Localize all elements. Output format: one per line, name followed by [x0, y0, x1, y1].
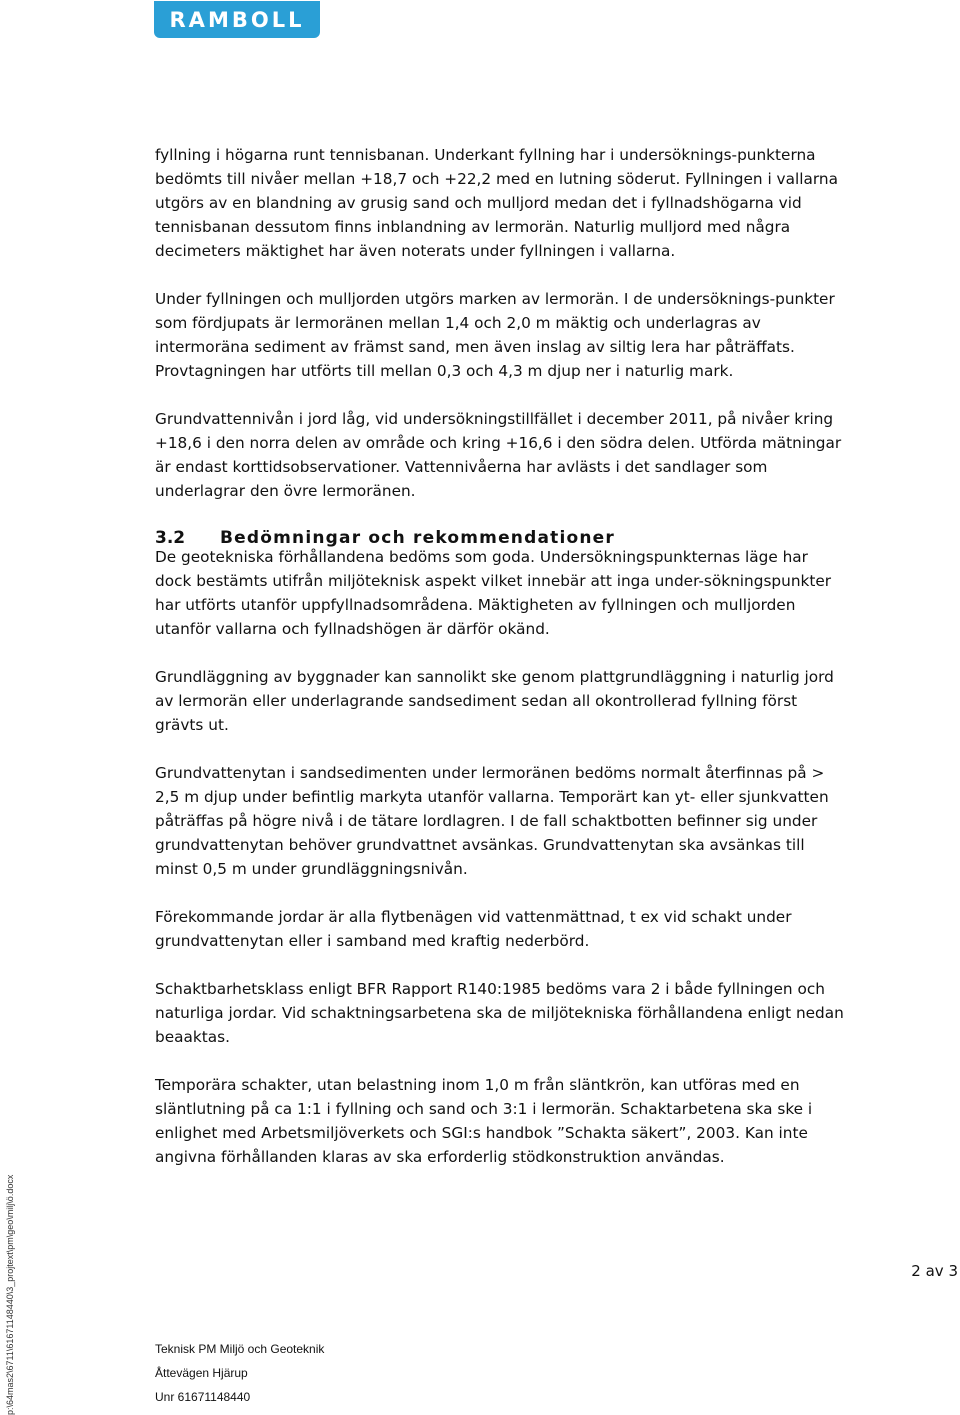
section-title: Bedömningar och rekommendationer [220, 528, 615, 548]
footer-location: Åttevägen Hjärup [155, 1366, 248, 1380]
paragraph-schaktbarhet: Schaktbarhetsklass enligt BFR Rapport R140:1985 bedöms vara 2 i både fyllningen och naturliga jordar. Vid schaktningsarbetena ska de miljötekniska förhållandena enligt nedan beaaktas. [155, 980, 844, 1046]
paragraph-grundvattenniva: Grundvattennivån i jord låg, vid undersökningstillfället i december 2011, på nivåer kring +18,6 i den norra delen av område och kring +16,6 i den södra delen. Utförda mätningar är endast korttidsobservationer. Vattennivåerna har avlästs i det sandlager som underlagrar den övre lermoränen. [155, 410, 842, 500]
document-body [155, 143, 845, 1169]
paragraph-flytbenagen: Förekommande jordar är alla flytbenägen vid vattenmättnad, t ex vid schakt under grundvattenytan eller i samband med kraftig nederbörd. [155, 908, 792, 950]
ramboll-logo: RAMBOLL [154, 1, 320, 38]
footer-document-title: Teknisk PM Miljö och Geoteknik [155, 1342, 325, 1356]
paragraph-temporara-schakter: Temporära schakter, utan belastning inom 1,0 m från släntkrön, kan utföras med en släntlutning på ca 1:1 i fyllning och sand och 3:1 i lermorän. Schaktarbetena ska ske i enlighet med Arbetsmiljöverkets och SGI:s handbok ”Schakta säkert”, 2003. Kan inte angivna förhållanden klaras av ska erforderlig stödkonstruktion användas. [155, 1076, 813, 1166]
paragraph-lermoran: Under fyllningen och mulljorden utgörs marken av lermorän. I de undersöknings-punkter som fördjupats är lermoränen mellan 1,4 och 2,0 m mäktig och underlagras av intermoräna sediment av främst sand, men även inslag av siltig lera har påträffats. Provtagningen har utförts till mellan 0,3 och 4,3 m djup ner i naturlig mark. [155, 290, 835, 380]
paragraph-grundlaggning: Grundläggning av byggnader kan sannolikt ske genom plattgrundläggning i naturlig jord av lermorän eller underlagrande sandsediment sedan all okontrollerad fyllning först grävts ut. [155, 668, 834, 734]
footer-project-number: Unr 61671148440 [155, 1390, 251, 1404]
paragraph-grundvattenyta: Grundvattenytan i sandsedimenten under lermoränen bedöms normalt återfinnas på > 2,5 m djup under befintlig markyta utanför vallarna. Temporärt kan yt- eller sjunkvatten påträffas på högre nivå i de tätare lordlagren. I de fall schaktbotten befinner sig under grundvattenytan behöver grundvattnet avsänkas. Grundvattenytan ska avsänkas till minst 0,5 m under grundläggningsnivån. [155, 764, 829, 878]
paragraph-fill: fyllning i högarna runt tennisbanan. Underkant fyllning har i undersöknings-punkterna bedömts till nivåer mellan +18,7 och +22,2 med en lutning söderut. Fyllningen i vallarna utgörs av en blandning av grusig sand och mulljord medan det i fyllnadshögarna vid tennisbanan dessutom finns inblandning av lermorän. Naturlig mulljord med några decimeters mäktighet har även noterats under fyllningen i vallarna. [155, 146, 838, 260]
side-file-path: p:\64mas2\6711\61671148440\3_projtext\pm\geo\milj\ö.docx [5, 1174, 15, 1415]
section-heading [155, 527, 845, 547]
section-number: 3.2 [155, 528, 186, 548]
paragraph-forhallanden: De geotekniska förhållandena bedöms som goda. Undersökningspunkternas läge har dock bestämts utifrån miljöteknisk aspekt vilket innebär att inga under-sökningspunkter har utförts utanför uppfyllnadsområdena. Mäktigheten av fyllningen och mulljorden utanför vallarna och fyllnadshögen är därför okänd. [155, 548, 832, 638]
page-number: 2 av 3 [911, 1262, 958, 1280]
